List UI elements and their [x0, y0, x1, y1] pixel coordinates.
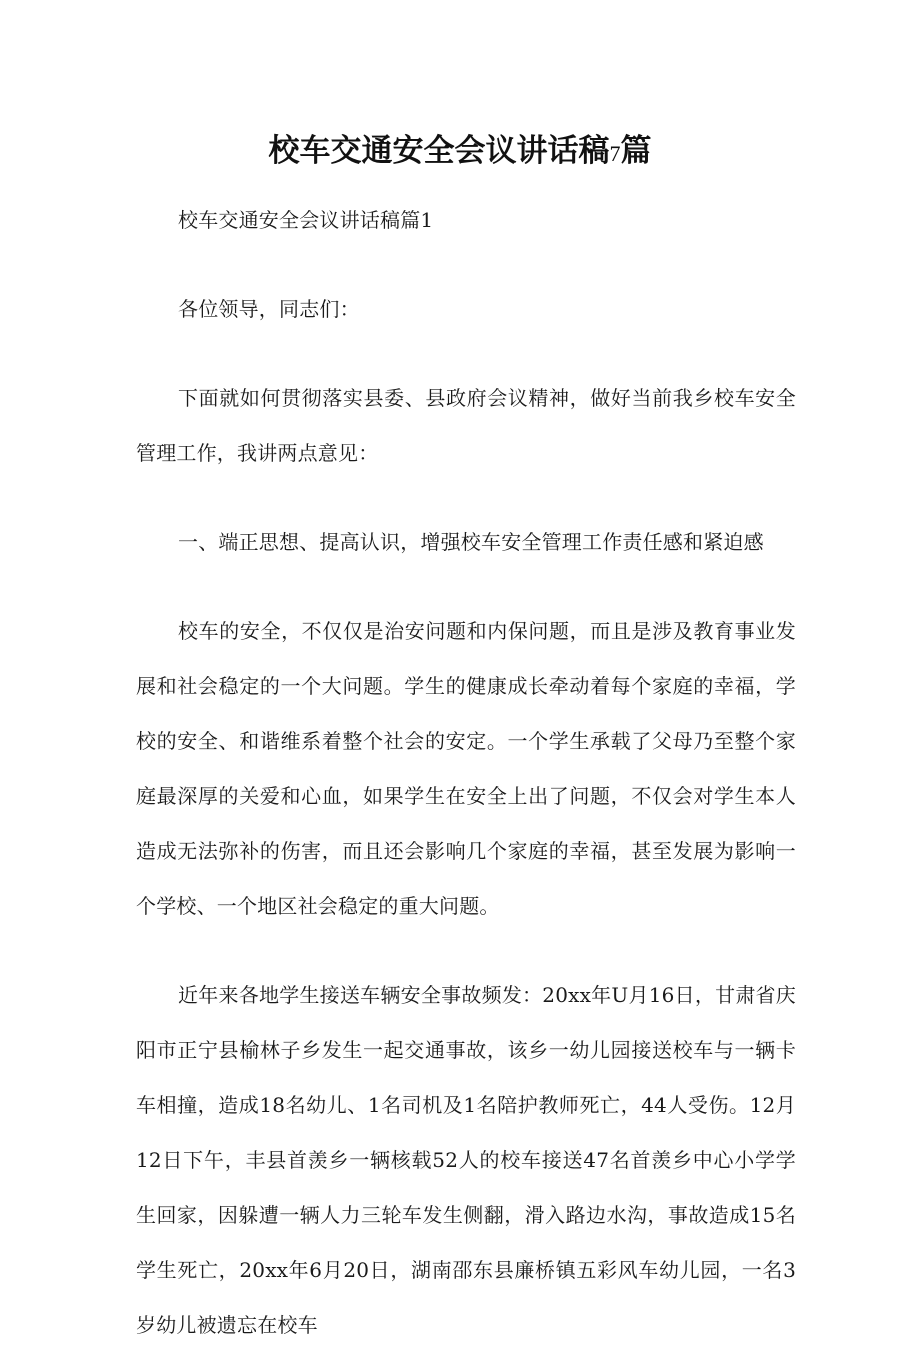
subheading: 一、端正思想、提高认识，增强校车安全管理工作责任感和紧迫感 [178, 530, 764, 554]
section-heading: 校车交通安全会议讲话稿篇1 [178, 208, 434, 232]
title-tail: 篇 [620, 133, 652, 169]
title-number: 7 [609, 141, 621, 166]
salutation: 各位领导，同志们： [178, 297, 360, 321]
paragraph: 校车的安全，不仅仅是治安问题和内保问题，而且是涉及教育事业发展和社会稳定的一个大问题。学生的健康成长牵动着每个家庭的幸福，学校的安全、和谐维系着整个社会的安定。一个学生承载了父母乃至整个家庭最深厚的关爱和心血，如果学生在安全上出了问题，不仅会对学生本人造成无法弥补的伤害，而且还会影响几个家庭的幸福，甚至发展为影响一个学校、一个地区社会稳定的重大问题。 [136, 619, 796, 918]
paragraph: 近年来各地学生接送车辆安全事故频发：20xx年U月16日，甘肃省庆阳市正宁县榆林子乡发生一起交通事故，该乡一幼儿园接送校车与一辆卡车相撞，造成18名幼儿、1名司机及1名陪护教师死亡，44人受伤。12月12日下午，丰县首羡乡一辆核载52人的校车接送47名首羡乡中心小学学生回家，因躲遭一辆人力三轮车发生侧翻，滑入路边水沟，事故造成15名学生死亡，20xx年6月20日，湖南邵东县廉桥镇五彩风车幼儿园，一名3岁幼儿被遗忘在校车 [136, 983, 796, 1337]
document-body [136, 193, 796, 1353]
document-title [0, 128, 920, 177]
paragraph: 下面就如何贯彻落实县委、县政府会议精神，做好当前我乡校车安全管理工作，我讲两点意见： [136, 386, 796, 465]
title-main: 校车交通安全会议讲话稿 [268, 133, 610, 169]
